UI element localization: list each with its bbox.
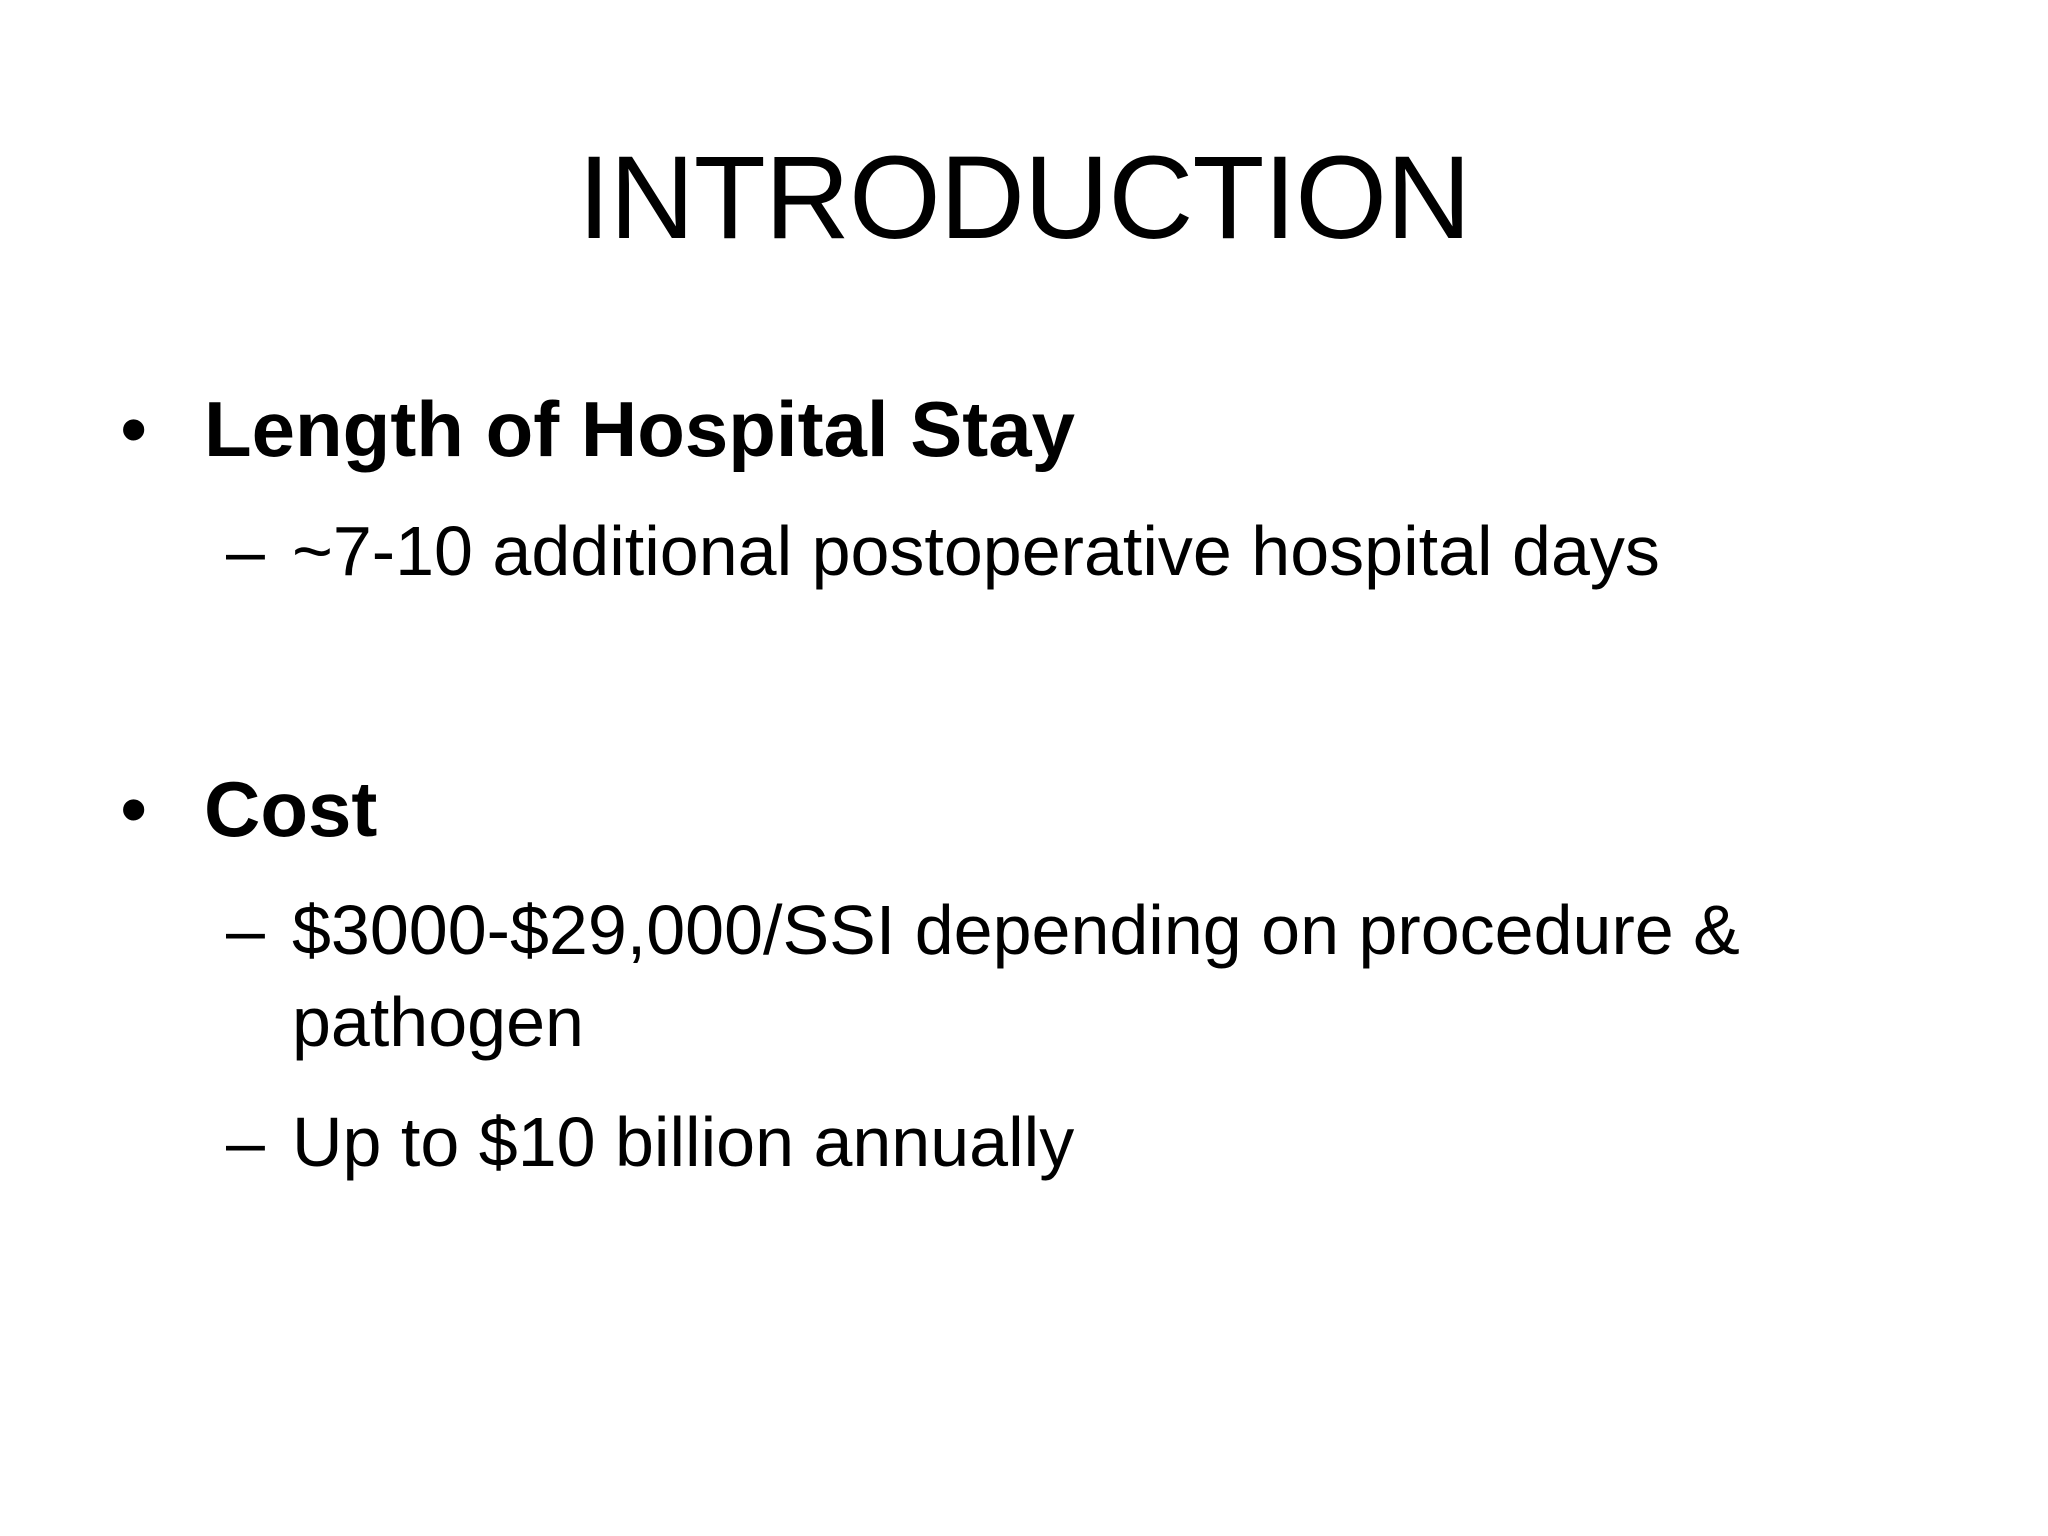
slide-title: INTRODUCTION [577, 132, 1471, 264]
bullet-item-cost [120, 765, 378, 853]
bullet-icon: • [120, 385, 148, 473]
sub-bullet-item-cost-range [226, 884, 1932, 1068]
dash-icon: – [226, 891, 265, 969]
sub-bullet-item-hospital-days [226, 505, 1932, 597]
bullet-label: Cost [204, 765, 378, 853]
dash-icon: – [226, 512, 265, 590]
sub-bullet-text: $3000-$29,000/SSI depending on procedure & pathogen [292, 891, 1740, 1061]
sub-bullet-item-annual-cost [226, 1096, 1932, 1188]
sub-bullet-text: Up to $10 billion annually [292, 1103, 1075, 1181]
bullet-label: Length of Hospital Stay [204, 385, 1076, 473]
sub-bullet-text: ~7-10 additional postoperative hospital days [292, 512, 1660, 590]
bullet-icon: • [120, 765, 148, 853]
dash-icon: – [226, 1103, 265, 1181]
bullet-item-length-of-stay [120, 385, 1076, 473]
